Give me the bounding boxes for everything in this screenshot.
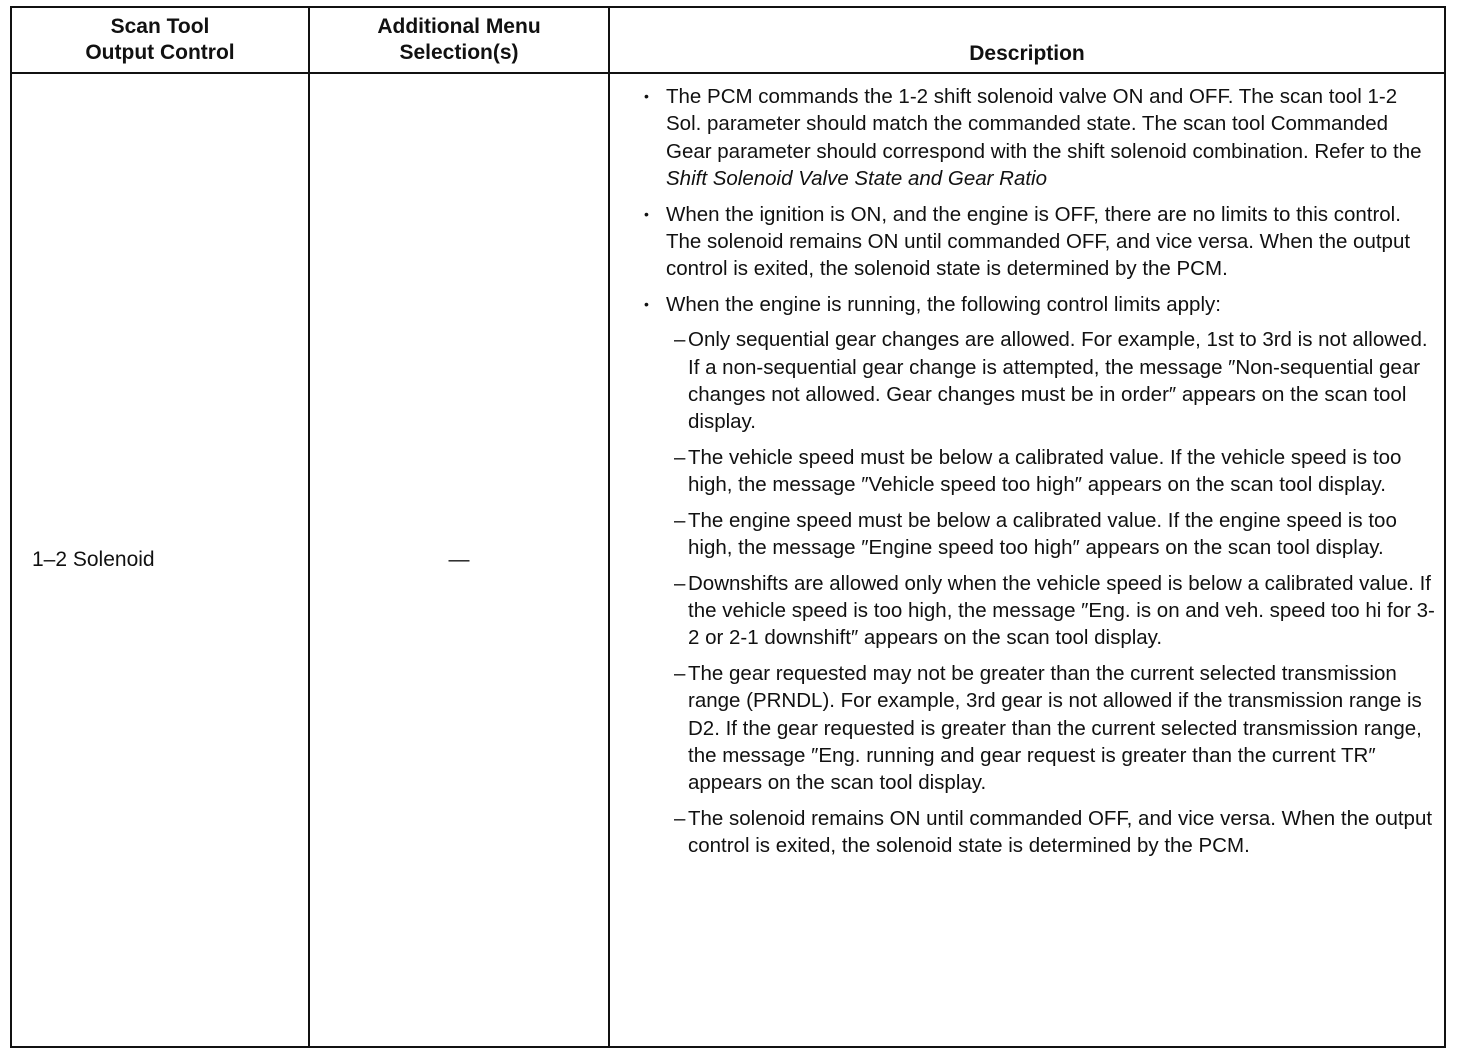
bullet-mark: • [644, 205, 649, 222]
header-description [610, 8, 1444, 74]
header-col1-line2: Output Control [85, 41, 235, 64]
menu-selection-cell [310, 74, 610, 1046]
control-limit-item [674, 660, 1436, 797]
bullet-mark: • [644, 295, 649, 312]
bullet-text: When the engine is running, the following control limits apply: [666, 292, 1221, 316]
header-scan-tool-output-control [12, 8, 310, 74]
control-limit-text: Downshifts are allowed only when the vehicle speed is below a calibrated value. If the vehicle speed is too high, the message ″Eng. is on and veh. speed too hi for 3-2 or 2-1 downshift″ appears on the scan tool display. [688, 571, 1435, 650]
control-limit-text: The solenoid remains ON until commanded OFF, and vice versa. When the output control is exited, the solenoid state is determined by the PCM. [688, 806, 1433, 858]
header-col2-line2: Selection(s) [399, 41, 519, 64]
description-bullet [642, 83, 1436, 193]
control-limit-item [674, 570, 1436, 652]
bullet-italic-reference: Shift Solenoid Valve State and Gear Ratio [666, 167, 1048, 191]
control-limit-text: Only sequential gear changes are allowed. For example, 1st to 3rd is not allowed. If a non-sequential gear change is attempted, the message ″Non-sequential gear changes not allowed. Gear changes must be in order″ appears on the scan tool display. [688, 328, 1428, 434]
bullet-mark: • [644, 88, 649, 104]
control-limit-text: The engine speed must be below a calibrated value. If the engine speed is too high, the message ″Engine speed too high″ appears on the scan tool display. [688, 508, 1397, 560]
control-limit-item [674, 507, 1436, 562]
header-col1-line1: Scan Tool [110, 15, 210, 38]
dash-mark: – [674, 508, 686, 532]
header-col2-line1: Additional Menu [377, 15, 541, 38]
control-limit-text: The vehicle speed must be below a calibrated value. If the vehicle speed is too high, the message ″Vehicle speed too high″ appears on the scan tool display. [688, 445, 1402, 497]
scan-tool-output-control-table [10, 6, 1446, 1048]
control-limit-item [674, 326, 1436, 436]
control-limit-text: The gear requested may not be greater than the current selected transmission range (PRNDL). For example, 3rd gear is not allowed if the transmission range is D2. If the gear requested is greater than the current selected transmission range, the message ″Eng. running and gear request is greater than the current TR″ appears on the scan tool display. [688, 661, 1422, 795]
description-bullet [642, 291, 1436, 318]
header-additional-menu-selections [310, 8, 610, 74]
dash-mark: – [674, 571, 686, 595]
control-limit-item [674, 805, 1436, 860]
bullet-text: The PCM commands the 1-2 shift solenoid valve ON and OFF. The scan tool 1-2 Sol. parameter should match the commanded state. The scan tool Commanded Gear parameter should correspond with the shift solenoid combination. Refer to the [666, 85, 1422, 163]
description-cell [610, 74, 1444, 1046]
dash-mark: – [674, 445, 686, 469]
dash-mark: – [674, 806, 686, 830]
control-limit-item [674, 444, 1436, 499]
dash-mark: – [674, 328, 686, 352]
menu-selection-value: — [448, 548, 470, 571]
header-col3: Description [969, 42, 1085, 65]
bullet-text: When the ignition is ON, and the engine is OFF, there are no limits to this control. The solenoid remains ON until commanded OFF, and vice versa. When the output control is exited, the solenoid state is determined by the PCM. [666, 202, 1411, 281]
output-control-cell [12, 74, 310, 1046]
description-bullet [642, 201, 1436, 283]
output-control-value: 1–2 Solenoid [32, 548, 155, 571]
dash-mark: – [674, 661, 686, 685]
